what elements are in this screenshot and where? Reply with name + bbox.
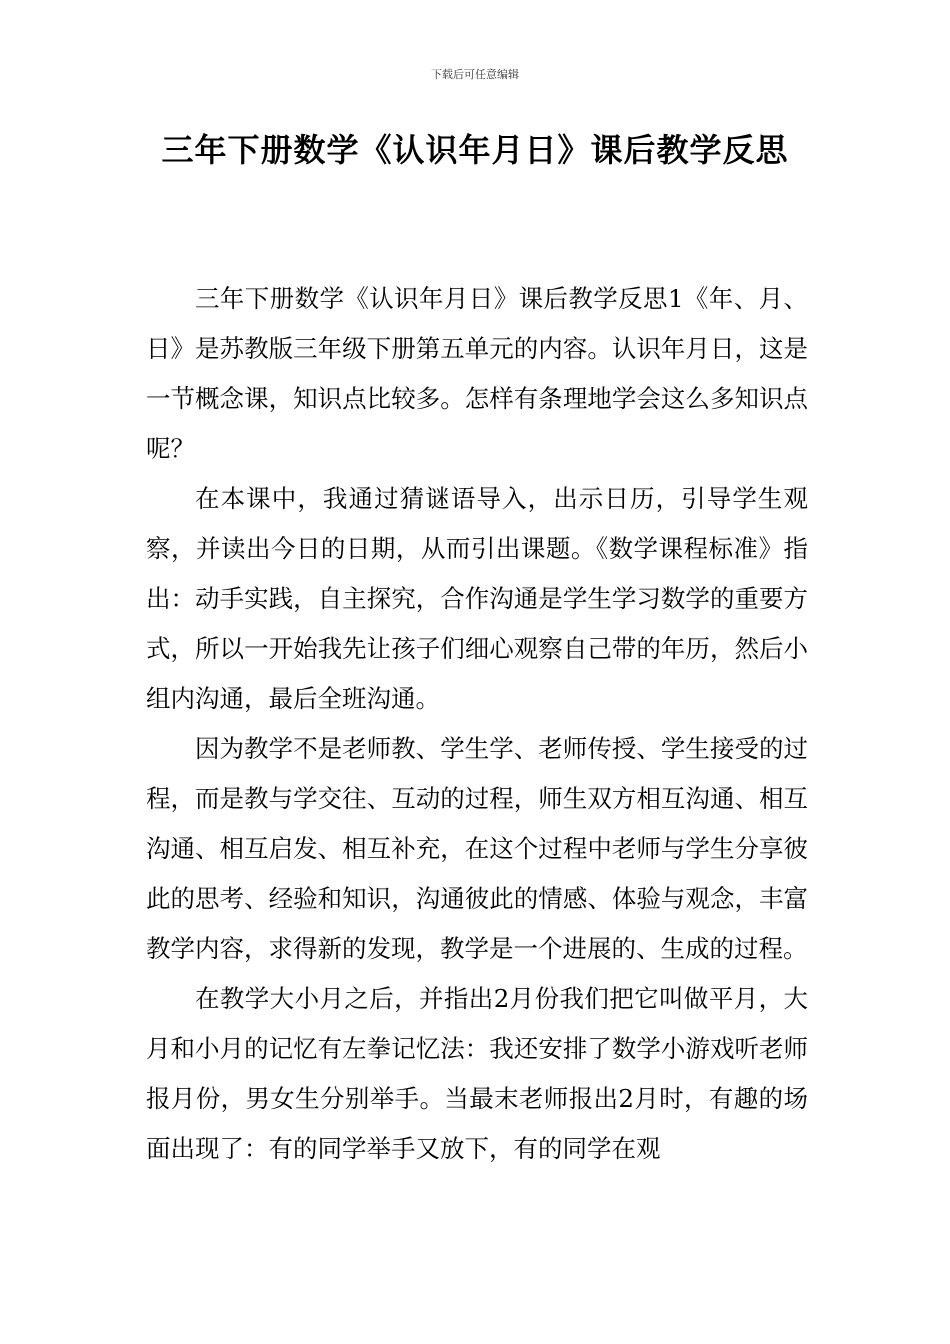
document-title: 三年下册数学《认识年月日》课后教学反思 [161, 131, 789, 169]
header-note: 下载后可任意编辑 [431, 68, 519, 81]
paragraph-2: 在本课中，我通过猜谜语导入，出示日历，引导学生观察，并读出今日的日期，从而引出课题。《数学课程标准》指出：动手实践，自主探究，合作沟通是学生学习数学的重要方式，所以一开始我先让孩子们细心观察自己带的年历，然后小组内沟通，最后全班沟通。 [146, 484, 808, 713]
paragraph-4: 在教学大小月之后，并指出2月份我们把它叫做平月，大月和小月的记忆有左拳记忆法：我还安排了数学小游戏听老师报月份，男女生分别举手。当最末老师报出2月时，有趣的场面出现了：有的同学举手又放下，有的同学在观 [146, 984, 808, 1163]
paragraph-1: 三年下册数学《认识年月日》课后教学反思1《年、月、日》是苏教版三年级下册第五单元的内容。认识年月日，这是一节概念课，知识点比较多。怎样有条理地学会这么多知识点呢？ [146, 284, 808, 463]
document-body [146, 274, 808, 1174]
paragraph-3: 因为教学不是老师教、学生学、老师传授、学生接受的过程，而是教与学交往、互动的过程，师生双方相互沟通、相互沟通、相互启发、相互补充，在这个过程中老师与学生分享彼此的思考、经验和知识，沟通彼此的情感、体验与观念，丰富教学内容，求得新的发现，教学是一个进展的、生成的过程。 [146, 734, 808, 963]
